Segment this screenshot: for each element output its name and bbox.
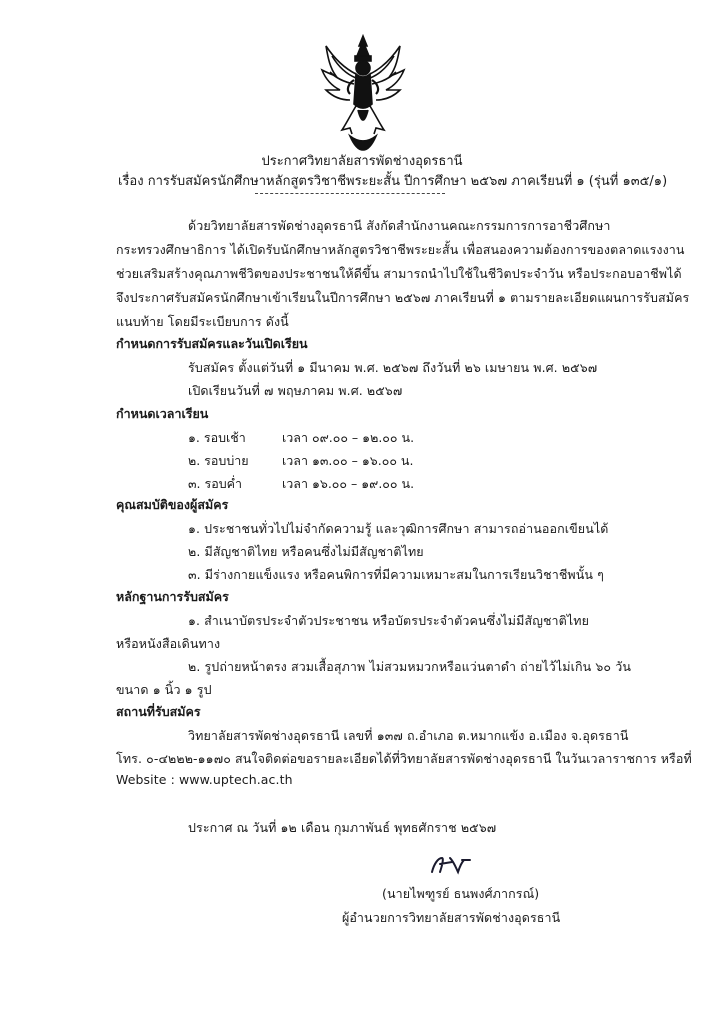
garuda-emblem-icon: [320, 34, 406, 152]
heading-dates: กำหนดการรับสมัครและวันเปิดเรียน: [116, 336, 308, 351]
schedule-round-time: เวลา ๑๖.๐๐ – ๑๙.๐๐ น.: [282, 476, 415, 491]
place-line: วิทยาลัยสารพัดช่างอุดรธานี เลขที่ ๑๓๗ ถ.อำเภอ ต.หมากแข้ง อ.เมือง จ.อุดรธานี: [188, 728, 629, 743]
document-item: ๑. สำเนาบัตรประจำตัวประชาชน หรือบัตรประจำตัวคนซึ่งไม่มีสัญชาติไทย: [188, 613, 590, 628]
document-item-continued: ขนาด ๑ นิ้ว ๑ รูป: [116, 682, 212, 697]
website-line: Website : www.uptech.ac.th: [116, 772, 293, 787]
signatory-name: (นายไพฑูรย์ ธนพงศ์ภากรณ์): [382, 886, 540, 901]
announce-date: ประกาศ ณ วันที่ ๑๒ เดือน กุมภาพันธ์ พุทธศักราช ๒๕๖๗: [188, 820, 497, 835]
open-date: เปิดเรียนวันที่ ๗ พฤษภาคม พ.ศ. ๒๕๖๗: [188, 383, 403, 398]
intro-line: แนบท้าย โดยมีระเบียบการ ดังนี้: [116, 314, 289, 329]
schedule-round-label: ๓. รอบค่ำ: [188, 476, 243, 491]
schedule-round-label: ๒. รอบบ่าย: [188, 453, 249, 468]
announcement-title: ประกาศวิทยาลัยสารพัดช่างอุดรธานี: [261, 154, 463, 169]
qualification-item: ๑. ประชาชนทั่วไปไม่จำกัดความรู้ และวุฒิการศึกษา สามารถอ่านออกเขียนได้: [188, 521, 609, 536]
schedule-round-label: ๑. รอบเช้า: [188, 430, 246, 445]
intro-line: ช่วยเสริมสร้างคุณภาพชีวิตของประชาชนให้ดีขึ้น สามารถนำไปใช้ในชีวิตประจำวัน หรือประกอบอาชีพได้: [116, 266, 682, 281]
schedule-round-time: เวลา ๐๙.๐๐ – ๑๒.๐๐ น.: [282, 430, 415, 445]
schedule-round-time: เวลา ๑๓.๐๐ – ๑๖.๐๐ น.: [282, 453, 414, 468]
apply-period: รับสมัคร ตั้งแต่วันที่ ๑ มีนาคม พ.ศ. ๒๕๖๗ ถึงวันที่ ๒๖ เมษายน พ.ศ. ๒๕๖๗: [188, 360, 598, 375]
handwritten-signature-icon: [428, 852, 474, 878]
announcement-subject: เรื่อง การรับสมัครนักศึกษาหลักสูตรวิชาชีพระยะสั้น ปีการศึกษา ๒๕๖๗ ภาคเรียนที่ ๑ (รุ่นที่ ๑๓๕/๑): [118, 174, 668, 189]
intro-line: จึงประกาศรับสมัครนักศึกษาเข้าเรียนในปีการศึกษา ๒๕๖๗ ภาคเรียนที่ ๑ ตามรายละเอียดแผนการรับสมัคร: [116, 290, 690, 305]
document-item: ๒. รูปถ่ายหน้าตรง สวมเสื้อสุภาพ ไม่สวมหมวกหรือแว่นตาดำ ถ่ายไว้ไม่เกิน ๖๐ วัน: [188, 659, 631, 674]
document-item-continued: หรือหนังสือเดินทาง: [116, 636, 221, 651]
signatory-position: ผู้อำนวยการวิทยาลัยสารพัดช่างอุดรธานี: [342, 910, 561, 925]
title-divider: [255, 193, 445, 194]
heading-qualifications: คุณสมบัติของผู้สมัคร: [116, 497, 229, 512]
place-line: โทร. ๐-๔๒๒๒-๑๑๗๐ สนใจติดต่อขอรายละเอียดได้ที่วิทยาลัยสารพัดช่างอุดรธานี ในวันเวลาราชการ หรือที่: [116, 751, 692, 766]
heading-documents: หลักฐานการรับสมัคร: [116, 589, 229, 604]
qualification-item: ๓. มีร่างกายแข็งแรง หรือคนพิการที่มีความเหมาะสมในการเรียนวิชาชีพนั้น ๆ: [188, 567, 604, 582]
qualification-item: ๒. มีสัญชาติไทย หรือคนซึ่งไม่มีสัญชาติไทย: [188, 544, 424, 559]
intro-line: ด้วยวิทยาลัยสารพัดช่างอุดรธานี สังกัดสำนักงานคณะกรรมการการอาชีวศึกษา: [188, 218, 611, 233]
intro-line: กระทรวงศึกษาธิการ ได้เปิดรับนักศึกษาหลักสูตรวิชาชีพระยะสั้น เพื่อสนองความต้องการของตลาดแรงงาน: [116, 242, 685, 257]
heading-place: สถานที่รับสมัคร: [116, 704, 201, 719]
heading-schedule: กำหนดเวลาเรียน: [116, 406, 209, 421]
